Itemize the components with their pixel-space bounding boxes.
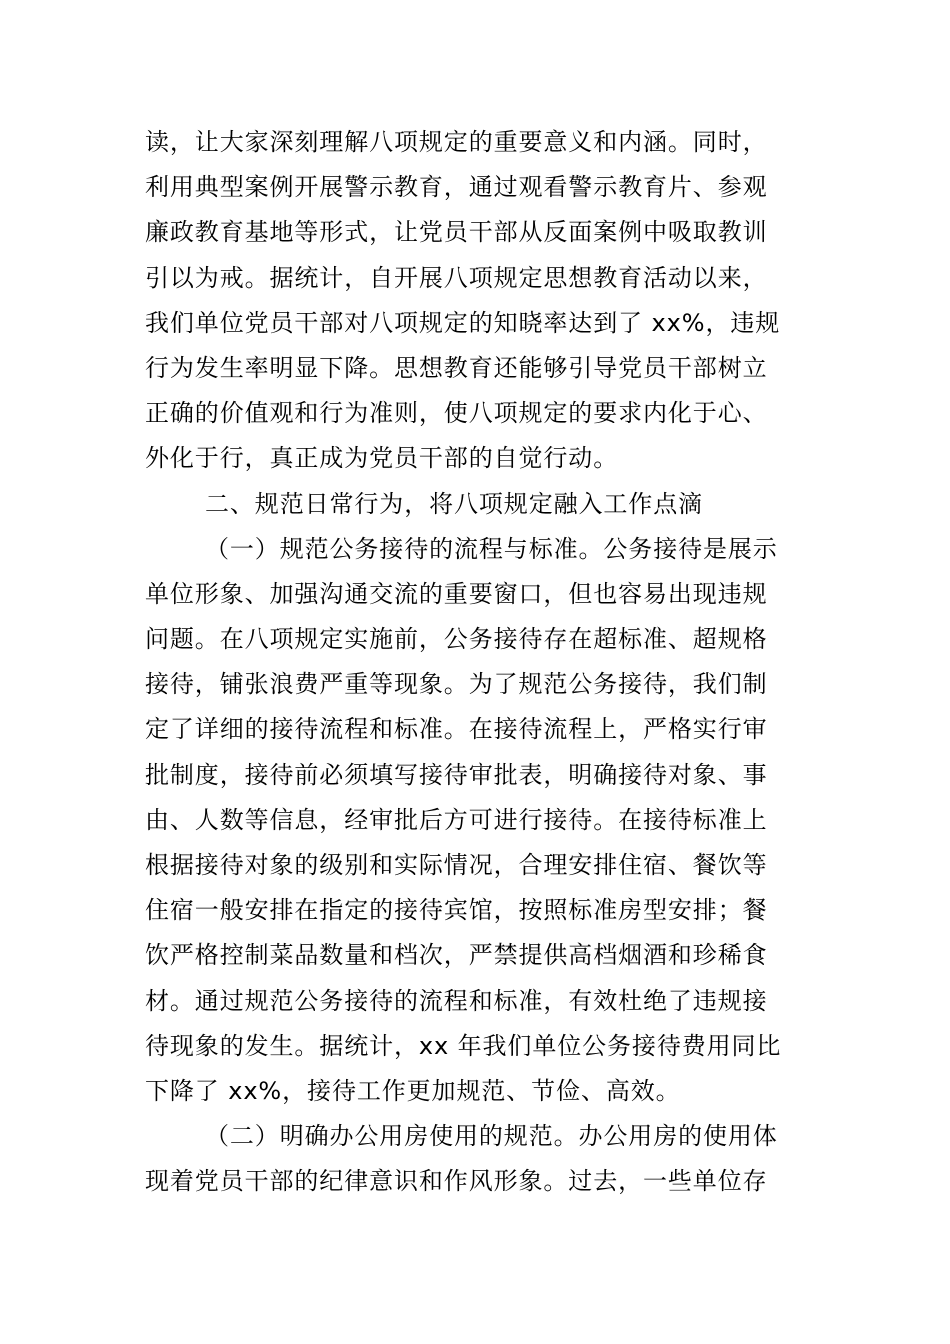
paragraph-line: 下降了 xx%，接待工作更加规范、节俭、高效。	[145, 1076, 681, 1105]
subsection-heading-line: （一）规范公务接待的流程与标准。公务接待是展示	[205, 534, 778, 563]
paragraph-line: 问题。在八项规定实施前，公务接待存在超标准、超规格	[145, 625, 768, 654]
subsection-heading-line: （二）明确办公用房使用的规范。办公用房的使用体	[205, 1122, 778, 1151]
paragraph-line: 利用典型案例开展警示教育，通过观看警示教育片、参观	[145, 173, 768, 202]
paragraph-line: 外化于行，真正成为党员干部的自觉行动。	[145, 444, 619, 473]
paragraph-line: 待现象的发生。据统计，xx 年我们单位公务接待费用同比	[145, 1031, 782, 1060]
paragraph-line: 由、人数等信息，经审批后方可进行接待。在接待标准上	[145, 805, 768, 834]
paragraph-line: 定了详细的接待流程和标准。在接待流程上，严格实行审	[145, 715, 768, 744]
paragraph-line: 读，让大家深刻理解八项规定的重要意义和内涵。同时，	[145, 128, 768, 156]
paragraph-line: 廉政教育基地等形式，让党员干部从反面案例中吸取教训	[145, 218, 768, 247]
paragraph-line: 接待，铺张浪费严重等现象。为了规范公务接待，我们制	[145, 670, 768, 699]
paragraph-line: 行为发生率明显下降。思想教育还能够引导党员干部树立	[145, 353, 768, 382]
section-heading: 二、规范日常行为，将八项规定融入工作点滴	[205, 489, 703, 518]
paragraph-line: 饮严格控制菜品数量和档次，严禁提供高档烟酒和珍稀食	[145, 941, 768, 970]
paragraph-line: 根据接待对象的级别和实际情况，合理安排住宿、餐饮等	[145, 851, 768, 879]
document-body	[145, 120, 807, 1205]
paragraph-line: 引以为戒。据统计，自开展八项规定思想教育活动以来，	[145, 263, 768, 292]
paragraph-line: 正确的价值观和行为准则，使八项规定的要求内化于心、	[145, 399, 768, 428]
paragraph-line: 我们单位党员干部对八项规定的知晓率达到了 xx%，违规	[145, 308, 781, 337]
paragraph-line: 批制度，接待前必须填写接待审批表，明确接待对象、事	[145, 760, 768, 789]
paragraph-line: 现着党员干部的纪律意识和作风形象。过去，一些单位存	[145, 1167, 768, 1196]
paragraph-line: 材。通过规范公务接待的流程和标准，有效杜绝了违规接	[145, 986, 768, 1015]
paragraph-line: 单位形象、加强沟通交流的重要窗口，但也容易出现违规	[145, 579, 768, 608]
paragraph-line: 住宿一般安排在指定的接待宾馆，按照标准房型安排；餐	[145, 896, 768, 925]
